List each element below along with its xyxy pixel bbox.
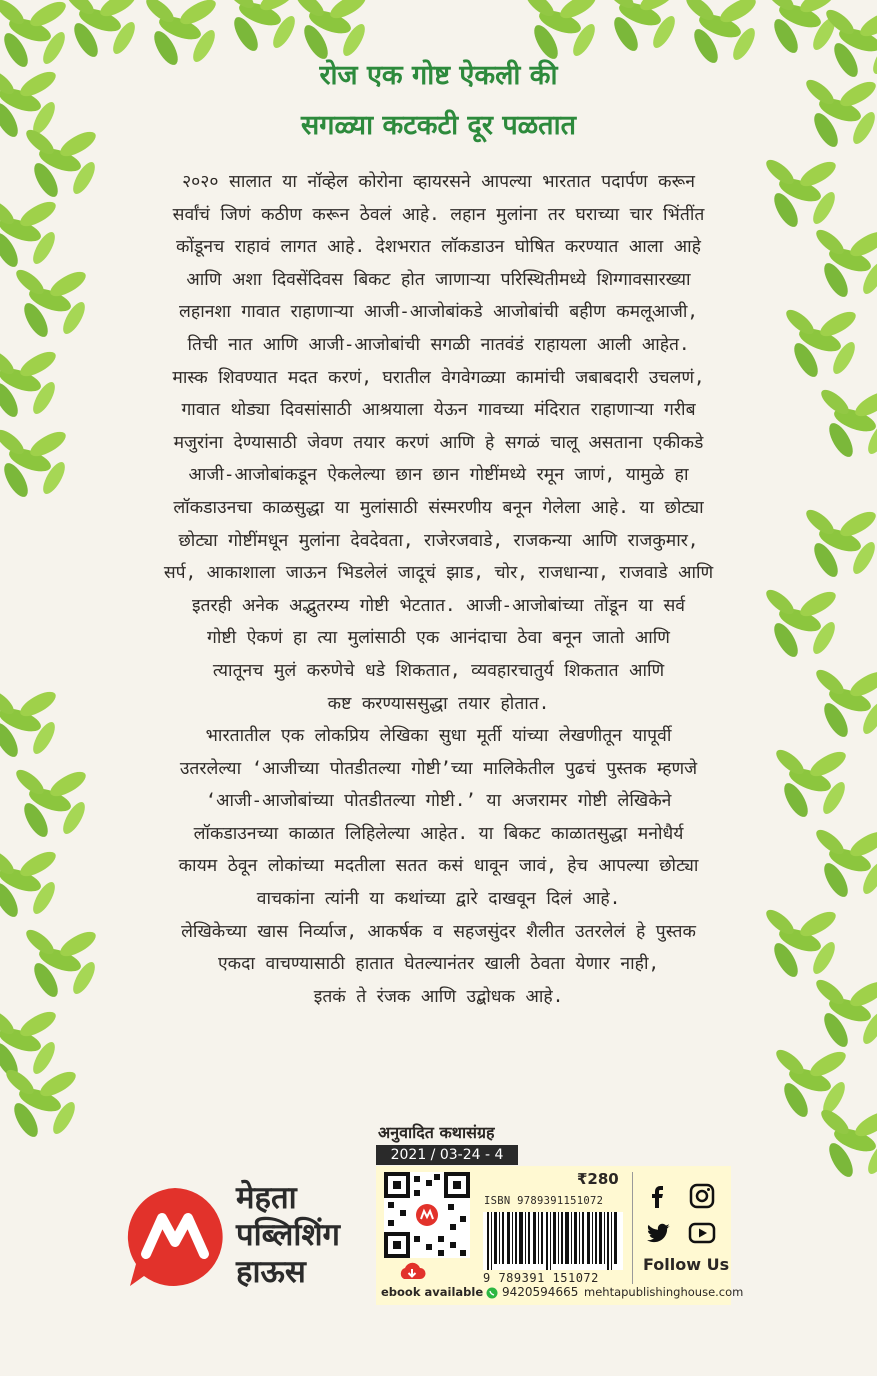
- blurb-line: २०२० सालात या नॉव्हेल कोरोना व्हायरसने आपल्या भारतात पदार्पण करून: [182, 172, 695, 192]
- blurb-line: कष्ट करण्याससुद्धा तयार होतात.: [327, 693, 550, 714]
- youtube-icon[interactable]: [688, 1219, 716, 1247]
- blurb-paragraph-3: [100, 916, 777, 1014]
- qr-code-icon[interactable]: [384, 1172, 470, 1258]
- blurb-line: ‘आजी-आजोबांच्या पोतडीतल्या गोष्टी.’ या अजरामर गोष्टी लेखिकेने: [205, 791, 672, 812]
- phone-number: 9420594665: [502, 1285, 579, 1299]
- isbn-digits: 9 789391 151072: [483, 1271, 599, 1285]
- blurb-line: लेखिकेच्या खास निर्व्याज, आकर्षक व सहजसुंदर शैलीत उतरलेलं हे पुस्तक: [181, 921, 696, 942]
- blurb-line: एकदा वाचण्यासाठी हातात घेतल्यानंतर खाली ठेवता येणार नाही,: [217, 954, 660, 975]
- cloud-download-icon: [398, 1262, 426, 1280]
- blurb-line: मजुरांना देण्यासाठी जेवण तयार करणं आणि हे सगळं चालू असताना एकीकडे: [173, 432, 704, 453]
- blurb-line: तिची नात आणि आजी-आजोबांची सगळी नातवंडं राहायला आली आहेत.: [187, 334, 690, 355]
- instagram-icon[interactable]: [688, 1182, 716, 1210]
- blurb-line: मास्क शिवण्यात मदत करणं, घरातील वेगवेगळ्या कामांची जबाबदारी उचलणं,: [172, 367, 705, 388]
- blurb-line: वाचकांना त्यांनी या कथांच्या द्वारे दाखवून दिलं आहे.: [256, 889, 621, 910]
- publisher-logo-icon: [122, 1184, 228, 1290]
- title-line-1: रोज एक गोष्ट ऐकली की: [319, 60, 558, 91]
- publisher-name-line-3: हाऊस: [236, 1254, 306, 1290]
- blurb-line: कायम ठेवून लोकांच्या मदतीला सतत कसं धावून जावं, हेच आपल्या छोट्या: [178, 856, 699, 877]
- blurb-line: छोट्या गोष्टींमधून मुलांना देवदेवता, राजेरजवाडे, राजकन्या आणि राजकुमार,: [178, 530, 699, 551]
- blurb-line: इतरही अनेक अद्भुतरम्य गोष्टी भेटतात. आजी-आजोबांच्या तोंडून या सर्व: [191, 595, 686, 616]
- blurb-line: गावात थोड्या दिवसांसाठी आश्रयाला येऊन गावच्या मंदिरात राहाणाऱ्या गरीब: [181, 400, 696, 421]
- blurb-line: आजी-आजोबांकडून ऐकलेल्या छान छान गोष्टींमध्ये रमून जाणं, यामुळे हा: [188, 465, 689, 486]
- title-line-2: सगळ्या कटकटी दूर पळतात: [301, 110, 576, 141]
- website-url[interactable]: mehtapublishinghouse.com: [584, 1285, 744, 1299]
- genre-label: अनुवादित कथासंग्रह: [378, 1123, 495, 1142]
- blurb-line: गोष्टी ऐकणं हा त्या मुलांसाठी एक आनंदाचा ठेवा बनून जातो आणि: [207, 628, 670, 649]
- facebook-icon[interactable]: [646, 1182, 674, 1210]
- isbn-label: ISBN 9789391151072: [484, 1195, 604, 1207]
- blurb-line: लॉकडाउनच्या काळात लिहिलेल्या आहेत. या बिकट काळातसुद्धा मनोधैर्य: [193, 823, 684, 844]
- blurb-line: आणि अशा दिवसेंदिवस बिकट होत जाणाऱ्या परिस्थितीमध्ये शिग्गावसारख्या: [186, 269, 691, 290]
- twitter-icon[interactable]: [644, 1219, 672, 1247]
- blurb-text: [100, 166, 777, 1013]
- blurb-paragraph-1: [100, 166, 777, 720]
- barcode-icon: [483, 1212, 623, 1270]
- blurb-line: सर्प, आकाशाला जाऊन भिडलेलं जादूचं झाड, चोर, राजधान्या, राजवाडे आणि: [163, 563, 714, 584]
- panel-divider: [632, 1172, 633, 1284]
- blurb-line: उतरलेल्या ‘आजीच्या पोतडीतल्या गोष्टी’च्या मालिकेतील पुढचं पुस्तक म्हणजे: [179, 758, 698, 779]
- blurb-line: भारतातील एक लोकप्रिय लेखिका सुधा मूर्ती यांच्या लेखणीतून यापूर्वी: [205, 726, 672, 747]
- book-code: 2021 / 03-24 - 4: [376, 1145, 518, 1165]
- blurb-line: लॉकडाउनचा काळसुद्धा या मुलांसाठी संस्मरणीय बनून गेलेला आहे. या छोट्या: [173, 497, 704, 518]
- publisher-name-line-1: मेहता: [236, 1180, 297, 1216]
- ebook-available-label: ebook available: [381, 1285, 484, 1299]
- blurb-line: त्यातूनच मुलं करुणेचे धडे शिकतात, व्यवहारचातुर्य शिकतात आणि: [212, 660, 665, 681]
- blurb-line: लहानशा गावात राहाणाऱ्या आजी-आजोबांकडे आजोबांची बहीण कमलूआजी,: [179, 302, 698, 323]
- blurb-line: इतकं ते रंजक आणि उद्बोधक आहे.: [313, 986, 564, 1007]
- follow-us-label: Follow Us: [643, 1255, 730, 1274]
- publisher-name-line-2: पब्लिशिंग: [236, 1217, 340, 1253]
- blurb-line: कोंडूनच राहावं लागत आहे. देशभरात लॉकडाउन घोषित करण्यात आला आहे: [176, 237, 701, 258]
- publisher-name: [236, 1180, 340, 1291]
- blurb-paragraph-2: [100, 720, 777, 916]
- blurb-line: सर्वांचं जिणं कठीण करून ठेवलं आहे. लहान मुलांना तर घराच्या चार भिंतींत: [172, 204, 705, 225]
- price-label: ₹280: [577, 1170, 619, 1188]
